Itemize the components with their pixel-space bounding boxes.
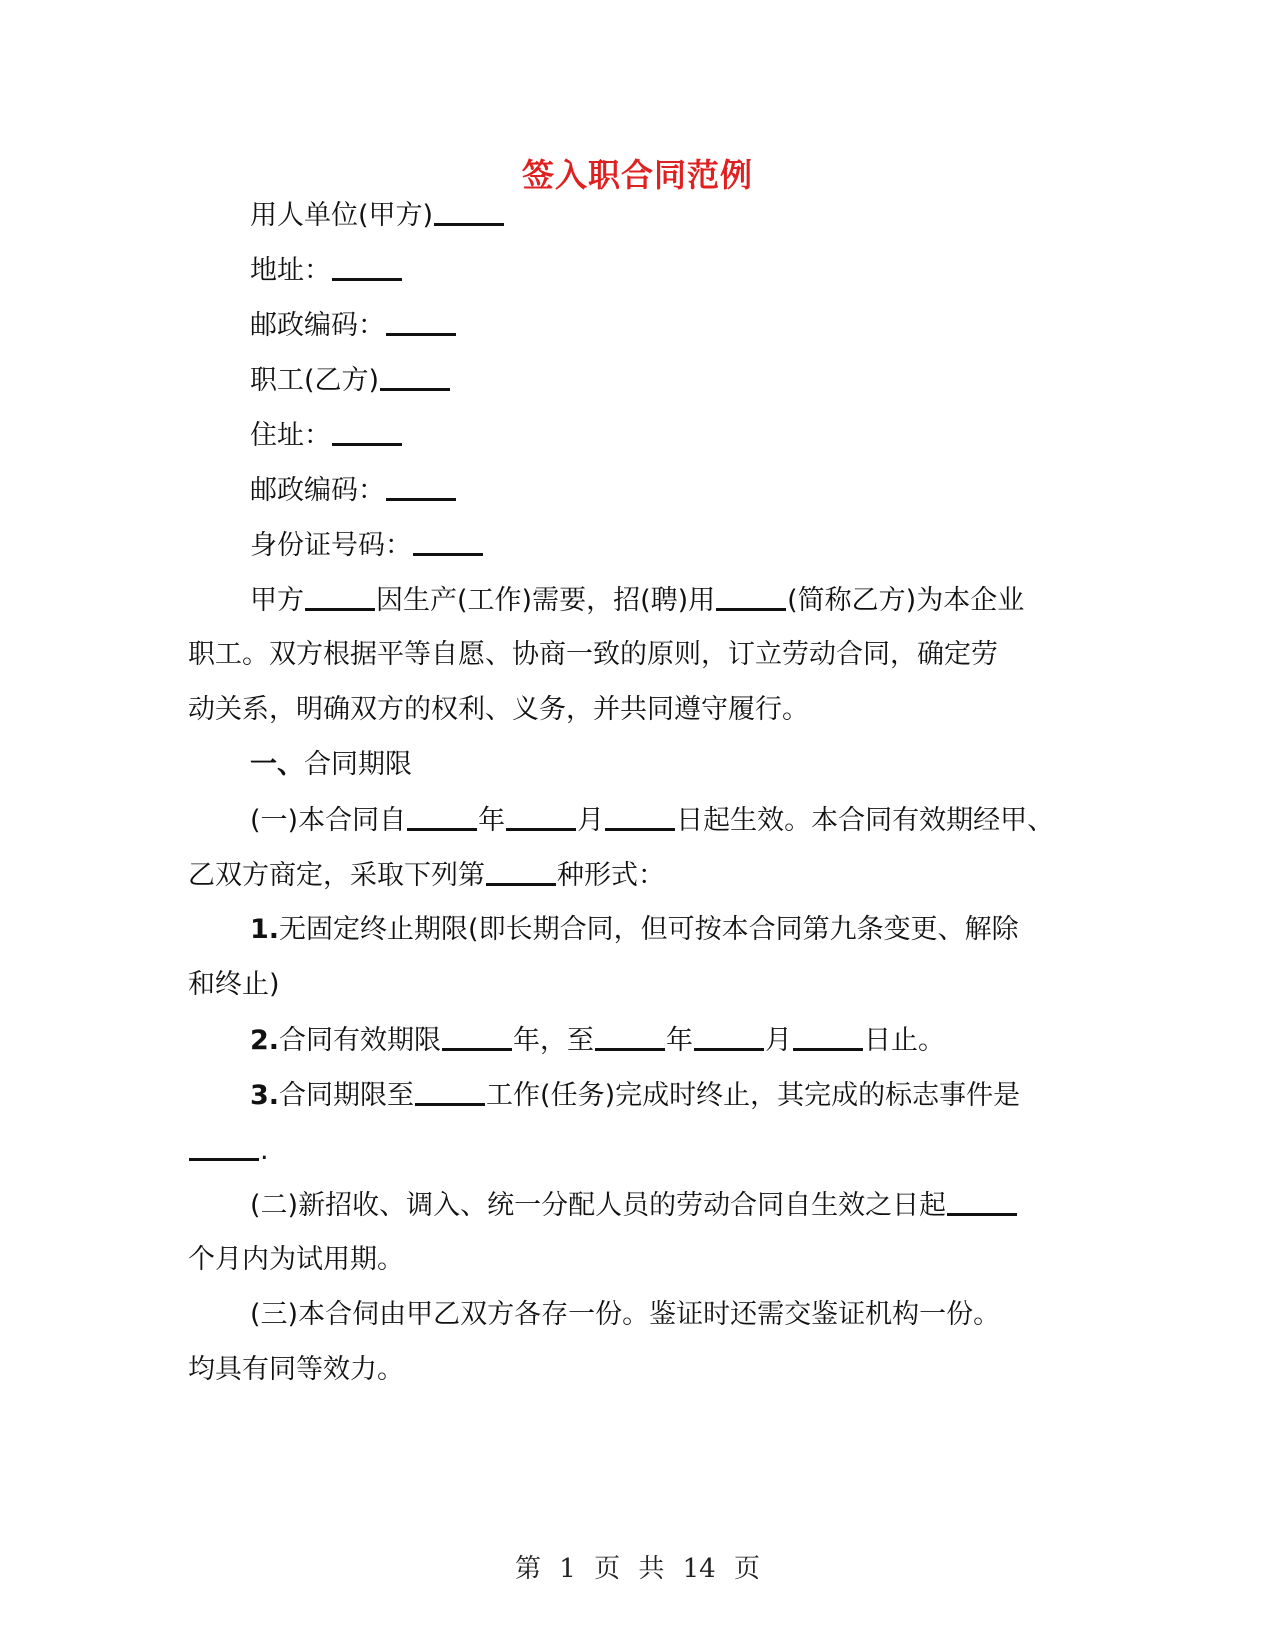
clause-text: (二)新招收、调入、统一分配人员的劳动合同自生效之日起 (250, 1190, 947, 1221)
section-number: 一、 (250, 749, 304, 780)
intro-line-3: 动关系，明确双方的权利、义务，并共同遵守履行。 (188, 694, 809, 725)
employer-unit-line (250, 197, 505, 234)
employer-address-line (250, 252, 403, 289)
clause-1-line-2 (188, 857, 665, 894)
option-text: 年，至 (513, 1025, 595, 1056)
option-text: 无固定终止期限(即长期合同，但可按本合同第九条变更、解除 (279, 914, 1019, 945)
clause-3-line-2: 均具有同等效力。 (188, 1354, 404, 1385)
completion-event-blank[interactable] (189, 1132, 259, 1161)
clause-2-line-2: 个月内为试用期。 (188, 1244, 404, 1275)
intro-text: 甲方 (250, 585, 304, 616)
option-1-line-2: 和终止) (188, 969, 280, 1000)
clause-2-line-1 (250, 1187, 1018, 1224)
option-number: 3. (250, 1080, 280, 1111)
option-text: 合同有效期限 (279, 1025, 442, 1056)
clause-text: 年 (478, 805, 506, 836)
option-text: 日止。 (864, 1025, 946, 1056)
option-text: 合同期限至 (279, 1080, 415, 1111)
party-a-blank[interactable] (305, 582, 375, 611)
employer-unit-label: 用人单位(甲方) (250, 200, 434, 231)
employer-address-blank[interactable] (332, 252, 402, 281)
employee-line (250, 362, 451, 399)
employee-id-blank[interactable] (413, 527, 483, 556)
option-3-line-2 (188, 1132, 269, 1169)
task-blank[interactable] (415, 1077, 485, 1106)
employee-address-label: 住址： (250, 420, 331, 451)
employee-postcode-line (250, 472, 457, 509)
option-1-line-1 (250, 912, 1019, 948)
employee-address-line (250, 417, 403, 454)
option-2-line (250, 1022, 945, 1059)
clause-text: 月 (577, 805, 605, 836)
section-heading (250, 747, 412, 783)
option-3-line-1 (250, 1077, 1020, 1114)
clause-1-line-1 (250, 802, 1054, 839)
intro-line-1 (250, 582, 1024, 619)
employer-postcode-label: 邮政编码： (250, 310, 385, 341)
section-title: 合同期限 (304, 749, 412, 780)
start-year-blank[interactable] (407, 802, 477, 831)
clause-text: 种形式： (557, 860, 665, 891)
employee-postcode-label: 邮政编码： (250, 475, 385, 506)
employee-postcode-blank[interactable] (386, 472, 456, 501)
employer-unit-blank[interactable] (434, 197, 504, 226)
party-b-blank[interactable] (716, 582, 786, 611)
clause-text: 乙双方商定，采取下列第 (188, 860, 485, 891)
option-number: 1. (250, 914, 280, 945)
employee-name-blank[interactable] (380, 362, 450, 391)
employee-label: 职工(乙方) (250, 365, 380, 396)
option-text: 工作(任务)完成时终止，其完成的标志事件是 (486, 1080, 1021, 1111)
option-text: 月 (765, 1025, 793, 1056)
intro-text: 因生产(工作)需要，招(聘)用 (376, 585, 716, 616)
end-month-blank[interactable] (694, 1022, 764, 1051)
clause-text: 日起生效。本合同有效期经甲、 (676, 805, 1055, 836)
form-choice-blank[interactable] (486, 857, 556, 886)
option-text: . (260, 1135, 269, 1166)
document-title: 签入职合同范例 (521, 156, 753, 194)
clause-3-line-1: (三)本合伺由甲乙双方各存一份。鉴证时还需交鉴证机构一份。 (250, 1299, 1001, 1330)
employer-postcode-blank[interactable] (386, 307, 456, 336)
start-month-blank[interactable] (506, 802, 576, 831)
employee-id-line (250, 527, 484, 564)
clause-text: (一)本合同自 (250, 805, 407, 836)
page-footer: 第 1 页 共 14 页 (515, 1554, 760, 1584)
employee-id-label: 身份证号码： (250, 530, 412, 561)
option-number: 2. (250, 1025, 280, 1056)
employer-postcode-line (250, 307, 457, 344)
intro-text: (简称乙方)为本企业 (787, 585, 1025, 616)
duration-years-blank[interactable] (442, 1022, 512, 1051)
end-day-blank[interactable] (793, 1022, 863, 1051)
employee-address-blank[interactable] (332, 417, 402, 446)
intro-line-2: 职工。双方根据平等自愿、协商一致的原则，订立劳动合同，确定劳 (188, 639, 998, 670)
employer-address-label: 地址： (250, 255, 331, 286)
end-year-blank[interactable] (595, 1022, 665, 1051)
start-day-blank[interactable] (605, 802, 675, 831)
option-text: 年 (666, 1025, 694, 1056)
probation-months-blank[interactable] (947, 1187, 1017, 1216)
